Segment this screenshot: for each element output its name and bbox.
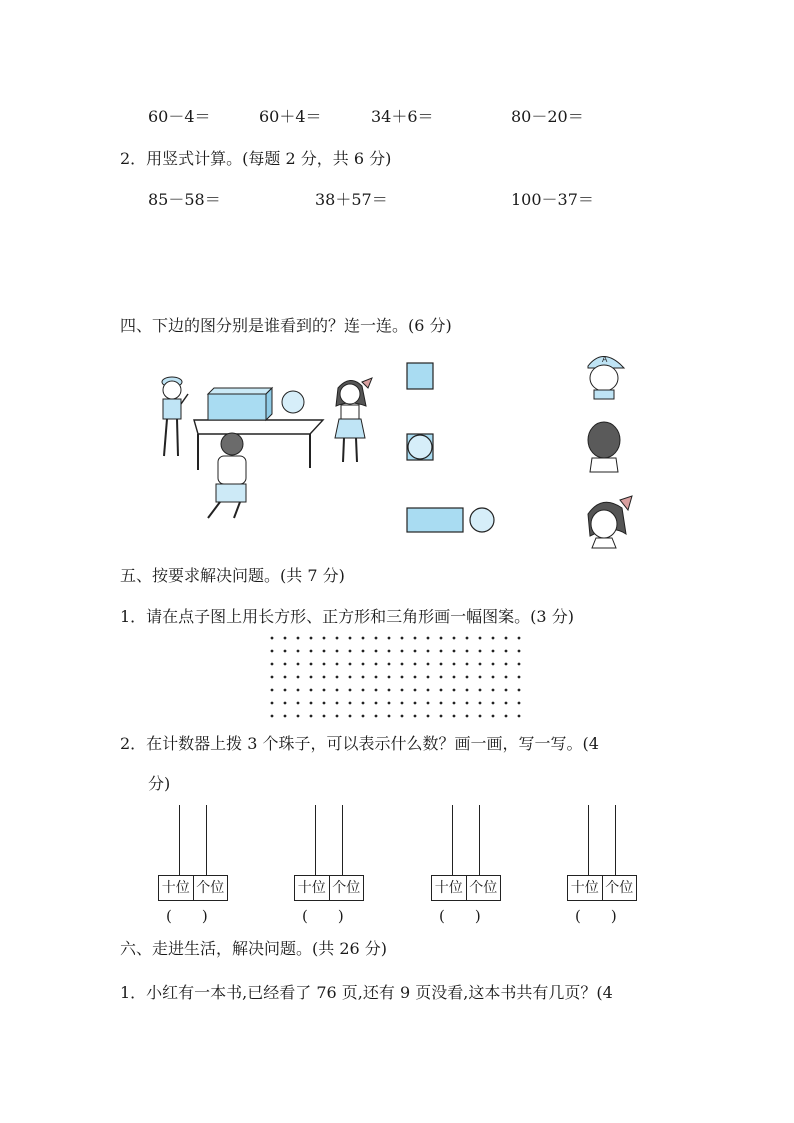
grid-dot (362, 702, 365, 705)
grid-dot (518, 650, 521, 653)
grid-dot (284, 689, 287, 692)
grid-dot (466, 689, 469, 692)
grid-dot (349, 663, 352, 666)
ones-label: 个位 (193, 876, 228, 900)
grid-dot (492, 702, 495, 705)
grid-dot (336, 663, 339, 666)
counter-4-labels (567, 875, 637, 901)
vertical-calc-2: 38＋57＝ (315, 190, 388, 209)
grid-dot (375, 715, 378, 718)
grid-dot (440, 663, 443, 666)
grid-dot (284, 637, 287, 640)
grid-dot (414, 715, 417, 718)
grid-dot (414, 702, 417, 705)
grid-dot (518, 676, 521, 679)
grid-dot (323, 715, 326, 718)
grid-dot (310, 676, 313, 679)
grid-dot (492, 650, 495, 653)
answer-blank-3[interactable]: ( ) (439, 907, 481, 925)
grid-dot (505, 689, 508, 692)
tens-label: 十位 (297, 880, 326, 896)
oral-calc-2: 60＋4＝ (259, 107, 322, 126)
grid-dot (388, 702, 391, 705)
grid-dot (388, 715, 391, 718)
grid-dot (414, 676, 417, 679)
ones-label: 个位 (329, 876, 364, 900)
question-dot-grid: 1．请在点子图上用长方形、正方形和三角形画一幅图案。(3 分) (120, 607, 574, 626)
grid-dot (271, 637, 274, 640)
grid-dot (362, 689, 365, 692)
grid-dot (401, 663, 404, 666)
grid-dot (310, 650, 313, 653)
view-square (406, 362, 436, 392)
grid-dot (427, 702, 430, 705)
grid-dot (492, 715, 495, 718)
grid-dot (297, 689, 300, 692)
svg-text:A: A (602, 355, 608, 364)
grid-dot (375, 637, 378, 640)
grid-dot (323, 676, 326, 679)
grid-dot (336, 650, 339, 653)
grid-dot (440, 676, 443, 679)
grid-dot (505, 663, 508, 666)
girl-head (582, 494, 634, 550)
grid-dot (271, 702, 274, 705)
grid-dot (362, 715, 365, 718)
grid-dot (479, 676, 482, 679)
question-abacus-line1: 2．在计数器上拨 3 个珠子，可以表示什么数？画一画，写一写。(4 (120, 734, 599, 753)
grid-dot (492, 637, 495, 640)
grid-dot (401, 689, 404, 692)
grid-dot (518, 702, 521, 705)
answer-blank-2[interactable]: ( ) (302, 907, 344, 925)
grid-dot (479, 715, 482, 718)
vertical-calc-3: 100－37＝ (511, 190, 594, 209)
question-book-pages: 1．小红有一本书,已经看了 76 页,还有 9 页没看,这本书共有几页？(4 (120, 983, 613, 1002)
grid-dot (375, 702, 378, 705)
grid-dot (401, 715, 404, 718)
grid-dot (414, 689, 417, 692)
boy-with-cap-head (582, 348, 626, 400)
grid-dot (349, 676, 352, 679)
grid-dot (388, 650, 391, 653)
grid-dot (323, 663, 326, 666)
grid-dot (479, 650, 482, 653)
grid-dot (375, 676, 378, 679)
grid-dot (505, 676, 508, 679)
section-6-title: 六、走进生活，解决问题。(共 26 分) (120, 939, 388, 958)
grid-dot (427, 715, 430, 718)
grid-dot (479, 689, 482, 692)
counter-3-labels (431, 875, 501, 901)
grid-dot (492, 663, 495, 666)
oral-calc-4: 80－20＝ (511, 107, 584, 126)
grid-dot (427, 663, 430, 666)
grid-dot (297, 637, 300, 640)
grid-dot (466, 702, 469, 705)
grid-dot (349, 715, 352, 718)
grid-dot (284, 715, 287, 718)
grid-dot (505, 650, 508, 653)
oral-calc-1: 60－4＝ (148, 107, 211, 126)
grid-dot (453, 689, 456, 692)
grid-dot (440, 689, 443, 692)
grid-dot (375, 689, 378, 692)
grid-dot (323, 689, 326, 692)
grid-dot (310, 663, 313, 666)
grid-dot (453, 715, 456, 718)
section-4-title: 四、下边的图分别是谁看到的？连一连。(6 分) (120, 316, 452, 335)
grid-dot (453, 637, 456, 640)
grid-dot (440, 702, 443, 705)
grid-dot (388, 663, 391, 666)
grid-dot (401, 702, 404, 705)
grid-dot (388, 637, 391, 640)
grid-dot (518, 689, 521, 692)
grid-dot (336, 637, 339, 640)
vertical-calc-1: 85－58＝ (148, 190, 221, 209)
grid-dot (297, 676, 300, 679)
grid-dot (297, 702, 300, 705)
grid-dot (362, 650, 365, 653)
grid-dot (271, 689, 274, 692)
tens-label: 十位 (570, 880, 599, 896)
section-5-title: 五、按要求解决问题。(共 7 分) (120, 566, 345, 585)
view-square-with-circle (406, 433, 436, 463)
grid-dot (492, 676, 495, 679)
grid-dot (310, 702, 313, 705)
grid-dot (336, 689, 339, 692)
grid-dot (518, 663, 521, 666)
grid-dot (466, 715, 469, 718)
grid-dot (453, 702, 456, 705)
grid-dot (518, 715, 521, 718)
tens-label: 十位 (434, 880, 463, 896)
grid-dot (271, 715, 274, 718)
answer-blank-1[interactable]: ( ) (166, 907, 208, 925)
grid-dot (297, 663, 300, 666)
grid-dot (271, 663, 274, 666)
grid-dot (271, 676, 274, 679)
dot-grid[interactable] (268, 634, 528, 722)
grid-dot (427, 637, 430, 640)
question-vertical-calc: 2．用竖式计算。(每题 2 分，共 6 分) (120, 149, 392, 168)
grid-dot (388, 689, 391, 692)
tens-label: 十位 (161, 880, 190, 896)
grid-dot (466, 663, 469, 666)
grid-dot (323, 650, 326, 653)
grid-dot (297, 715, 300, 718)
grid-dot (349, 702, 352, 705)
grid-dot (427, 676, 430, 679)
grid-dot (414, 663, 417, 666)
grid-dot (401, 650, 404, 653)
grid-dot (284, 702, 287, 705)
view-rectangle-and-circle (406, 507, 498, 535)
grid-dot (284, 676, 287, 679)
question-abacus-line2: 分) (148, 774, 171, 793)
grid-dot (323, 637, 326, 640)
grid-dot (453, 663, 456, 666)
answer-blank-4[interactable]: ( ) (575, 907, 617, 925)
grid-dot (375, 663, 378, 666)
oral-calc-3: 34＋6＝ (371, 107, 434, 126)
grid-dot (349, 650, 352, 653)
grid-dot (310, 637, 313, 640)
grid-dot (310, 689, 313, 692)
scene-illustration (150, 372, 330, 524)
grid-dot (479, 663, 482, 666)
grid-dot (414, 650, 417, 653)
grid-dot (336, 702, 339, 705)
grid-dot (336, 715, 339, 718)
grid-dot (375, 650, 378, 653)
grid-dot (271, 650, 274, 653)
grid-dot (362, 676, 365, 679)
grid-dot (401, 676, 404, 679)
grid-dot (284, 650, 287, 653)
grid-dot (284, 663, 287, 666)
grid-dot (297, 650, 300, 653)
grid-dot (505, 702, 508, 705)
grid-dot (362, 663, 365, 666)
grid-dot (427, 650, 430, 653)
grid-dot (388, 676, 391, 679)
grid-dot (414, 637, 417, 640)
grid-dot (440, 650, 443, 653)
grid-dot (440, 637, 443, 640)
boy-back-head (584, 418, 624, 474)
counter-2-labels (294, 875, 364, 901)
grid-dot (453, 650, 456, 653)
grid-dot (362, 637, 365, 640)
grid-dot (336, 676, 339, 679)
grid-dot (466, 650, 469, 653)
grid-dot (492, 689, 495, 692)
grid-dot (349, 689, 352, 692)
counter-1-labels (158, 875, 228, 901)
ones-label: 个位 (602, 876, 637, 900)
grid-dot (466, 637, 469, 640)
grid-dot (310, 715, 313, 718)
grid-dot (453, 676, 456, 679)
girl-figure (328, 376, 374, 468)
grid-dot (518, 637, 521, 640)
grid-dot (479, 702, 482, 705)
grid-dot (505, 715, 508, 718)
grid-dot (440, 715, 443, 718)
grid-dot (427, 689, 430, 692)
ones-label: 个位 (466, 876, 501, 900)
grid-dot (401, 637, 404, 640)
grid-dot (349, 637, 352, 640)
grid-dot (505, 637, 508, 640)
grid-dot (323, 702, 326, 705)
grid-dot (479, 637, 482, 640)
grid-dot (466, 676, 469, 679)
